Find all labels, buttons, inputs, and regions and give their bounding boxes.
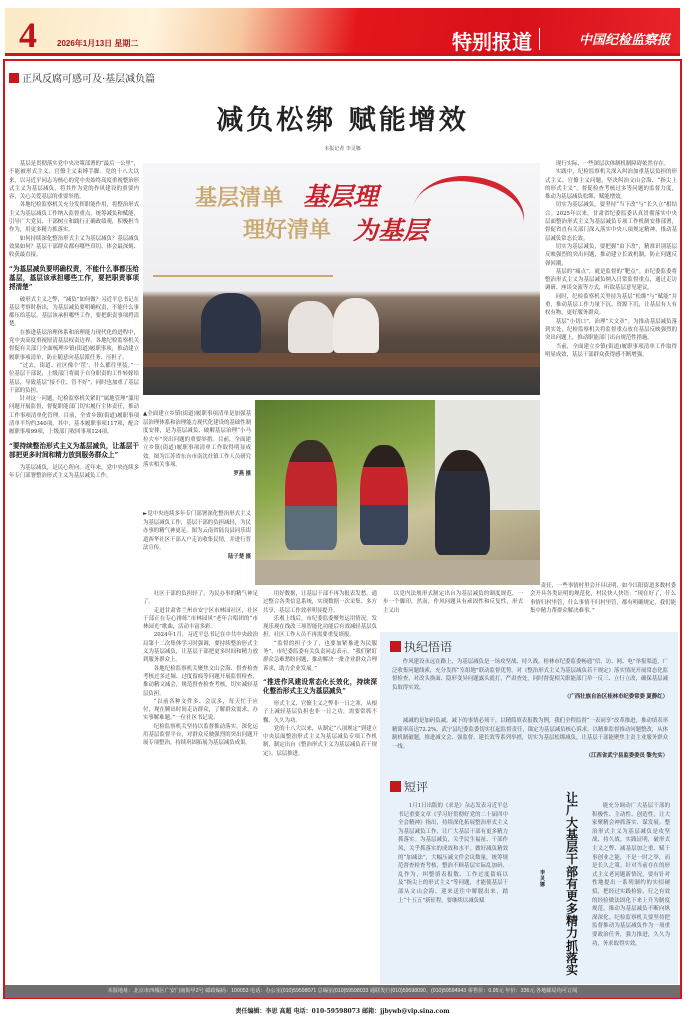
section-name: 特别报道 — [452, 32, 532, 54]
slogan-text: 基层清单 — [195, 186, 284, 211]
paragraph: 党的十八大以来，从制定“八项规定”到建立中央层面整治形式主义为基层减负专项工作机制，制定出台《整治形式主义为基层减负若干规定》，层层推进。 — [263, 725, 377, 757]
commentary-panel — [380, 632, 678, 984]
paragraph: 纪检监察机关坚持以监督推动落实，深化运用基层监督平台，对群众反映强烈的突出问题开展专项整治，持续巩固拓展为基层减负成果。 — [143, 723, 258, 747]
divider — [539, 28, 540, 50]
person — [288, 301, 334, 353]
article-column-right — [545, 160, 677, 578]
slogan-text: 理好清单 — [243, 218, 332, 243]
page-number: 4 — [19, 15, 37, 55]
issue-date: 2026年1月13日 星期二 — [57, 39, 139, 48]
photo-community-visit — [255, 400, 540, 585]
paragraph: 乐观上线后，市纪委监委聚焦运用情况，发现乐观在线改三项智能化功能后有效减轻基层负担，社区工作人员不再需要重复填报。 — [263, 615, 377, 639]
duanping-title: 让广大基层干部有更多精力抓落实 — [566, 791, 579, 978]
duanping-text-2: 能充分调动广大基层干部的积极性、主动性、创造性，让大家聚精会神抓落实、谋发展。整治形式主义为基层减负是攻坚战、持久战。实践证明，破形式主义之弊、减基层加之重、赋干事创业之能，不是一时之举，而是长久之策。针对当前存在的形式主义老问题新情况，要有针对性地提出一系列制约的实招硬招，把经过实践检验、行之有效的经验做法固化下来上升为制度规范。推动为基层减负不断向纵深深化。纪检监察机关要坚持把监督推动为基层减负作为一项重要政治任务，强力推进，久久为功，务求取得实效。 — [592, 803, 670, 947]
photo-office-meeting — [143, 163, 540, 395]
person — [285, 440, 337, 550]
paragraph: 基层“小切口”，治理“大文章”。为推动基层减负落到实处，纪检监察机关将监督重点放在基层反映强烈的突出问题上，推动职能部门出台规范性措施。 — [545, 318, 677, 342]
duanping-author: 李灵娜 — [540, 870, 546, 888]
article-column-3 — [263, 590, 377, 983]
column-logo-icon — [390, 781, 401, 792]
person — [201, 293, 261, 353]
paragraph: 为基层减负，是民心所向。近年来，党中央连续多年专门部署整治形式主义为基层减负工作。 — [9, 464, 139, 479]
paragraph: 切实为基层减负，要坚持“当下改”与“长久立”相结合。2025年以来，甘肃省纪委监委认真贯彻落实中央层面整治形式主义为基层减负专项工作机制安排部署，督促省直有关部门深入落实中央八项规定精神，推动基层减负常态长效。 — [545, 202, 677, 242]
footer-bar: 本报地址：北京市西城区广安门南街甲2号 邮政编码：100053 电话：办公室(010)59598071 总编室(010)59598033 通联发行(010)59598090、(010)59594943 零售价：0.95元 年价：336元 各地邮局均可订阅 — [5, 985, 680, 998]
paragraph: 实践中，纪检监察机关深入纠治加重基层负担的形式主义、官僚主义问题，坚决纠治文山会海、“指尖上的形式主义”，督促检查考核过多等问题的监督力度，推动为基层减负松绑、赋能增效。 — [545, 169, 677, 201]
article-column-4b: 责任，一些事情村里会开具证明，如今江阳街道多数村委会开具各类证明的规范化，村民快人快语：“现在好了，什么事情归村里管，什么事情不归村里管，都有明确规定，我们能集中精力帮群众解决难事。” — [530, 583, 676, 614]
slogan-text: 为基层 — [353, 216, 429, 245]
photo-credit: 罗燕 摄 — [233, 470, 251, 477]
photo-caption-2: ►党中央连续多年专门部署深化整治形式主义为基层减负工作，基层干部的负担减轻，为民办事的精气神更足。图为云南省陆良县同乐街道西华社区干部入户走访收集民情，并进行普法宣传。 陆子楚 摄 — [143, 511, 251, 560]
paragraph: 社区干部的负担轻了，为民办事的精气神足了。 — [143, 591, 258, 606]
paragraph: 各地纪检监察机关聚焦文山会海、督查检查考核过多过频、过度留痕等问题开展监督检查，推动精文减会，规范督查检查考核，切实减轻基层负担。 — [143, 665, 258, 697]
zhiji-item: 减减的是加码负减，减下的事情必须干。以精简填表报数为例，我们全程监督“一表同享”改革推进，推动填表率精简率高达72.2%。武宁县纪委监委切实扛起监督责任，锚定为基层减负核心诉求，以精准监督推动问题整改，从体制机制破题，推进减文会、强监督、建长效等系列举措，切实为基层松绑减负，让基层干部能聚焦主责主业服务群众一线。 （江西省武宁县监委委员 黎先实） — [392, 718, 668, 760]
paper-logo: 中国纪检监察报 — [578, 33, 670, 48]
zhiji-heading: 执纪悟语 — [390, 638, 452, 655]
paragraph: 现行实际、一些深层次体制机制障碍依然存在。 — [555, 161, 670, 167]
paragraph: 针对这一问题，纪检监察机关紧盯“属地管理”滥用问题开展监督，督促职能部门切实履行主体责任，推动工作事项清单化管理。目前，全省乡镇(街道)履职事项清单平均约340项，其中，基本履职事项117项，配合履职事项99项，上级部门收回事项124项。 — [9, 396, 139, 436]
ground — [255, 560, 540, 585]
paragraph: 各地纪检监察机关充分发挥职能作用，将整治形式主义为基层减负工作纳入监督重点，统筹减负和赋能，引导广大党员、干部树立和践行正确政绩观，积极担当作为，用更多精力抓落实。 — [9, 202, 139, 234]
headline: 减负松绑 赋能增效 — [216, 105, 469, 136]
photo-credit: 陆子楚 摄 — [227, 553, 251, 560]
ribbon-decoration — [403, 163, 532, 270]
paragraph: 走进甘肃省兰州市安宁区市林园社区，社区干部正在专心排练“市林园风”老年合唱团的“市林园光”歌曲，活动丰富多彩。 — [143, 607, 258, 631]
duanping-heading: 短评 — [390, 778, 428, 795]
person — [435, 450, 490, 555]
paragraph: 形式主义、官僚主义之弊非一日之寒，从根子上减轻基层负担也非一日之功，需要常抓不懈、久久为功。 — [263, 700, 377, 724]
article-column-4a: 以党内法规形式制定出台为基层减负的制度规范，一步一个脚印，然而，作风问题具有顽固性和反复性，形式主义出 — [383, 591, 523, 614]
column-logo-icon — [9, 73, 19, 83]
subheading: “为基层减负要明确权责，不能什么事都压给基层，基层该承担哪些工作，要把职责事项捋清楚” — [9, 264, 139, 291]
column-kicker — [9, 70, 155, 85]
paragraph: 在推进基层治理体系和治理能力现代化的进程中，党中央高度重视厘清基层权责边界。各地纪检监察机关督促有关部门全面梳理乡镇(街道)履职事项，推动建立履职事项清单，防止随意向基层派任务、压担子。 — [9, 329, 139, 361]
desk — [143, 353, 540, 367]
paragraph: “过去，街道、社区像个‘筐’，什么都往里装。”一位基层干部说，上级部门将属于自身职责的工作转嫁给基层，导致基层“接不住、管不好”，同时也加重了基层干部的负担。 — [9, 362, 139, 394]
article-column-2 — [143, 590, 258, 983]
paragraph: 基层的“痛点”，就是监督的“靶点”。市纪委监委将整治形式主义为基层减负纳入日常监督重点，通过走访调研、座谈交流等方式，听取基层意见建议。 — [545, 268, 677, 292]
byline: 本报记者 李灵娜 — [324, 146, 361, 152]
photo-caption-1: ▲全面建立乡镇(街道)履职事项清单是加强基层治理体系和治理能力现代化建设的基础性制度安排，是为基层减负、破解基层治理“小马拉大车”突出问题的重要举措。目前，全面建立乡镇(街道)履职事项清单工作取得明显成效。图为江苏省东台市南沈灶镇工作人员研究落实相关事项。 罗燕 摄 — [143, 411, 251, 477]
column-logo-icon — [390, 641, 401, 652]
zhiji-source: （江西省武宁县监委委员 黎先实） — [585, 753, 668, 760]
person — [333, 298, 379, 353]
paragraph: 切实为基层减负，要把握“由下改”，精准识别基层反映强烈的突出问题，推动建立长效机制，防止问题反弹回潮。 — [545, 243, 677, 267]
paragraph: 用好数据，让基层干部不再为报表发愁。通过整合各类信息系统，实现数据一次采集、多方共享，基层工作效率明显提升。 — [263, 591, 377, 614]
decor-line — [153, 275, 333, 277]
slogan-text: 基层理 — [303, 182, 379, 211]
duanping-text-1: 1月1日出版的《求是》杂志发表习近平总书记重要文章《学习好贯彻好党的二十届四中全会精神》指出，持续深化拓展整治形式主义为基层减负工作，让广大基层干部有更多精力抓落实。为基层减负，关乎民生福祉、干部作风，关乎抓落实的成效和水平。做好减负精效的“加减法”，大幅压减文件会议数量，统筹规范督查检查考核，整治不顾基层实际乱加码、乱作为，纠整填表报数、工作过度留痕以及“指尖上的形式主义”等问题，才能使基层干部从文山会海、迎来送往中解脱出来，踏上“十五五”新征程，要继续以减负赋 — [398, 803, 508, 904]
masthead — [5, 8, 680, 56]
kicker-text: 正风反腐可感可及·基层减负篇 — [22, 74, 156, 85]
zhiji-source: （广西壮族自治区桂林市纪委常委 夏静红） — [564, 694, 668, 701]
person — [360, 445, 408, 545]
subheading: “推进作风建设常态化长效化，持续深化整治形式主义为基层减负” — [263, 677, 377, 695]
paragraph: 如何持续深化整治形式主义为基层减负？基层减负效果如何？基层干部群众都有哪些真切、体会最深刻、收获最直接。 — [9, 235, 139, 259]
article-column-1 — [9, 160, 139, 983]
zhiji-item: 作风建设永远在路上，为基层减负是一场攻坚战、持久战。桂林市纪委监委畅通“信、访、网、电”举报渠道，广泛收集问题线索，充分发挥“室组地”联动监督优势，对《整治形式主义为基层减负若干规定》落实情况开展常态化监督检查，对改头换面、隐形变异问题露头就打，严肃查处，同时督促相关职能部门举一反三、立行立改，确保基层减负取得实效。 （广西壮族自治区桂林市纪委常委 夏静红） — [392, 659, 668, 701]
paragraph: 2024年1月，习近平总书记在中共中央政治局第十二次集体学习时强调，要持续整治形式主义为基层减负，让基层干部把更多时间和精力放到服务群众上。 — [143, 632, 258, 664]
paragraph: 同时，纪检监察机关坚持为基层“松绑”与“赋能”并重，推动基层工作力量下沉、资源下沉，让基层有人有权有物，更好服务群众。 — [545, 293, 677, 317]
subheading: “要持续整治形式主义为基层减负，让基层干部把更多时间和精力放到服务群众上” — [9, 441, 139, 459]
paragraph: 破形式主义之弊，“减负”如何做？习近平总书记在基层考察时指出，为基层减负要明确权责，不能什么事都压给基层，基层该承担哪些工作，要把职责事项捋清楚。 — [9, 296, 139, 328]
paragraph: “以前各种文件多、会议多，每天忙于应付，现在腾出时间走访群众，了解群众需求，办实事解难题。”一位社区书记说。 — [143, 698, 258, 722]
paragraph: 基层是贯彻落实党中央决策部署的“最后一公里”，不能被形式主义、官僚主义束缚手脚。党的十八大以来，以习近平同志为核心的党中央始终高度重视整治形式主义为基层减负，将其作为党的作风建设的重要内容，关心关爱基层的重要举措。 — [9, 161, 139, 201]
editor-line: 责任编辑：李思 高超 电话：010-59598073 邮箱：jjbywb@vip.sina.com — [235, 1008, 450, 1015]
paragraph: “监督的担子少了，也要加紧推进为民服务”，市纪委监委有关负责同志表示，“我们紧盯群众急难愁盼问题，推动解决一批企业群众合理诉求，助力企业发展。” — [263, 640, 377, 672]
paragraph: 当前，全面建立乡镇(街道)履职事项清单工作取得明显成效，基层干部群众获得感不断增强。 — [545, 343, 677, 358]
